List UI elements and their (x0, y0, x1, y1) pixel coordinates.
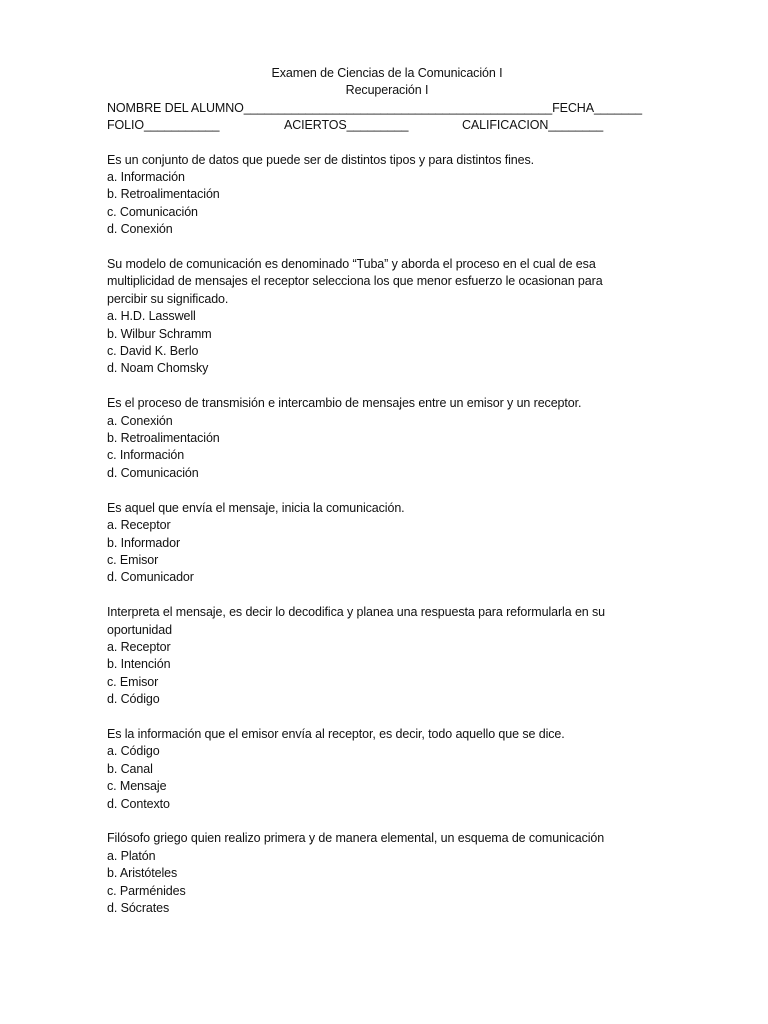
question-3 (107, 395, 667, 482)
answer-option[interactable]: b. Wilbur Schramm (107, 326, 212, 341)
folio-aciertos-calificacion-line (107, 117, 667, 134)
answer-option[interactable]: a. Información (107, 170, 185, 185)
answer-option[interactable]: d. Sócrates (107, 900, 170, 915)
answer-option[interactable]: b. Retroalimentación (107, 187, 220, 202)
question-stem: Es la información que el emisor envía al receptor, es decir, todo aquello que se dice. (107, 726, 565, 741)
answer-option[interactable]: b. Retroalimentación (107, 431, 220, 446)
answer-option[interactable]: a. Conexión (107, 413, 173, 428)
question-5 (107, 604, 667, 708)
answer-option[interactable]: b. Informador (107, 535, 181, 550)
student-name-date-line[interactable] (107, 100, 667, 117)
answer-option[interactable]: a. H.D. Lasswell (107, 309, 196, 324)
calificacion-field[interactable]: CALIFICACION________ (462, 118, 604, 133)
answer-option[interactable]: a. Platón (107, 848, 156, 863)
answer-option[interactable]: c. David K. Berlo (107, 344, 199, 359)
exam-title: Examen de Ciencias de la Comunicación I (271, 66, 503, 80)
question-stem-line: Interpreta el mensaje, es decir lo decodifica y planea una respuesta para reformularla en su (107, 605, 606, 620)
question-6 (107, 726, 667, 813)
exam-content (107, 65, 667, 917)
answer-option[interactable]: d. Conexión (107, 222, 173, 237)
answer-option[interactable]: c. Comunicación (107, 204, 198, 219)
answer-option[interactable]: c. Parménides (107, 883, 186, 898)
question-7 (107, 830, 667, 917)
answer-option[interactable]: c. Emisor (107, 552, 159, 567)
answer-option[interactable]: b. Canal (107, 761, 153, 776)
question-4 (107, 500, 667, 587)
answer-option[interactable]: c. Información (107, 448, 185, 463)
answer-option[interactable]: d. Comunicador (107, 570, 194, 585)
question-stem-line: percibir su significado. (107, 291, 229, 306)
question-stem-line: Su modelo de comunicación es denominado “Tuba” y aborda el proceso en el cual de esa (107, 257, 596, 272)
question-2 (107, 256, 667, 378)
question-stem: Filósofo griego quien realizo primera y de manera elemental, un esquema de comunicación (107, 831, 605, 846)
answer-option[interactable]: a. Código (107, 744, 160, 759)
question-stem-line: multiplicidad de mensajes el receptor selecciona los que menor esfuerzo le ocasionan para (107, 274, 603, 289)
answer-option[interactable]: d. Comunicación (107, 465, 199, 480)
answer-option[interactable]: b. Aristóteles (107, 866, 178, 881)
answer-option[interactable]: d. Código (107, 692, 160, 707)
answer-option[interactable]: d. Contexto (107, 796, 170, 811)
question-stem: Es el proceso de transmisión e intercambio de mensajes entre un emisor y un receptor. (107, 396, 582, 411)
answer-option[interactable]: d. Noam Chomsky (107, 361, 209, 376)
question-1 (107, 152, 667, 239)
answer-option[interactable]: c. Emisor (107, 674, 159, 689)
answer-option[interactable]: b. Intención (107, 657, 171, 672)
answer-option[interactable]: a. Receptor (107, 639, 171, 654)
question-stem-line: oportunidad (107, 622, 172, 637)
question-stem: Es un conjunto de datos que puede ser de distintos tipos y para distintos fines. (107, 152, 534, 167)
answer-option[interactable]: a. Receptor (107, 518, 171, 533)
question-stem: Es aquel que envía el mensaje, inicia la comunicación. (107, 500, 405, 515)
student-name-date-text: NOMBRE DEL ALUMNO_____________________________________________FECHA_______ (107, 100, 642, 115)
aciertos-field[interactable]: ACIERTOS_________ (284, 118, 409, 133)
answer-option[interactable]: c. Mensaje (107, 779, 167, 794)
exam-subtitle: Recuperación I (345, 83, 429, 98)
folio-field[interactable]: FOLIO___________ (107, 118, 220, 133)
